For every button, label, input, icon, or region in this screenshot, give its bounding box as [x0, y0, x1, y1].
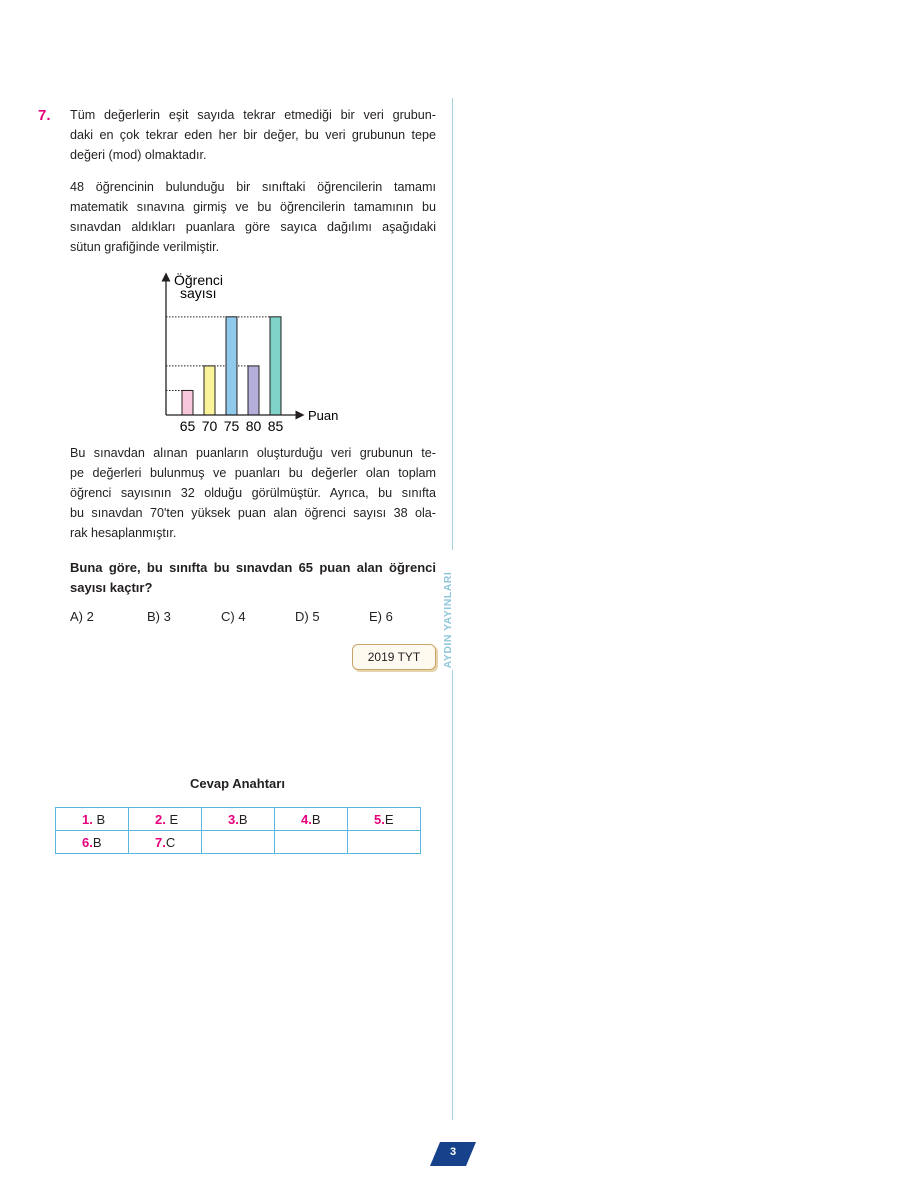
- question-prompt: [70, 558, 436, 598]
- context-line: sınavdan aldıkları puanlara göre sayıca dağılımı aşağıdaki: [70, 220, 436, 234]
- x-tick-65: 65: [179, 418, 196, 434]
- answer-cell: 4.B: [274, 808, 347, 831]
- info-line: rak hesaplanmıştır.: [70, 526, 177, 540]
- answer-cell: 6.B: [56, 831, 129, 854]
- bar-chart: [150, 265, 360, 435]
- answer-options: [70, 609, 440, 627]
- option-b[interactable]: B) 3: [147, 609, 171, 624]
- answer-key-table: [55, 807, 421, 854]
- option-e[interactable]: E) 6: [369, 609, 393, 624]
- y-axis-label-line1: Öğrenci: [174, 272, 224, 288]
- info-line: Bu sınavdan alınan puanların oluşturduğu veri grubunun te-: [70, 446, 436, 460]
- table-row: [56, 808, 421, 831]
- question-intro: [70, 105, 436, 165]
- answer-cell: 1. B: [56, 808, 129, 831]
- y-axis-label-line2: sayısı: [180, 285, 217, 301]
- option-d[interactable]: D) 5: [295, 609, 320, 624]
- x-tick-labels: [180, 418, 284, 434]
- context-line: 48 öğrencinin bulunduğu bir sınıftaki öğrencilerin tamamı: [70, 180, 436, 194]
- bar-70: [204, 366, 215, 415]
- info-line: öğrenci sayısının 32 olduğu görülmüştür. Ayrıca, bu sınıfta: [70, 486, 436, 500]
- page-number: 3: [449, 1146, 457, 1158]
- table-row: [56, 831, 421, 854]
- x-tick-80: 80: [245, 418, 262, 434]
- prompt-line: sayısı kaçtır?: [70, 580, 153, 595]
- answer-cell: 7.C: [128, 831, 201, 854]
- prompt-line: Buna göre, bu sınıfta bu sınavdan 65 puan alan öğrenci: [70, 560, 436, 575]
- x-tick-85: 85: [267, 418, 284, 434]
- context-line: sütun grafiğinde verilmiştir.: [70, 240, 220, 254]
- question-context: [70, 177, 436, 257]
- bar-65: [182, 390, 193, 415]
- bar-75: [226, 317, 237, 415]
- exam-tag-badge: 2019 TYT: [352, 644, 436, 670]
- x-tick-75: 75: [223, 418, 240, 434]
- answer-cell: 2. E: [128, 808, 201, 831]
- answer-cell: [347, 831, 420, 854]
- info-line: pe değerleri bulunmuş ve puanları bu değerler olan toplam: [70, 466, 436, 480]
- option-c[interactable]: C) 4: [221, 609, 246, 624]
- x-axis-label: Puan: [308, 408, 339, 423]
- bar-80: [248, 366, 259, 415]
- answer-cell: [274, 831, 347, 854]
- intro-line: Tüm değerlerin eşit sayıda tekrar etmediği bir veri grubun-: [70, 108, 436, 122]
- question-number: 7.: [38, 107, 51, 124]
- info-line: bu sınavdan 70'ten yüksek puan alan öğrenci sayısı 38 ola-: [70, 506, 436, 520]
- margin-divider-top: [452, 98, 453, 550]
- answer-key-title: Cevap Anahtarı: [190, 776, 285, 791]
- page-number-badge: [430, 1142, 476, 1166]
- margin-divider-bottom: [452, 670, 453, 1120]
- publisher-label: AYDIN YAYINLARI: [442, 571, 454, 669]
- answer-cell: [202, 831, 275, 854]
- intro-line: daki en çok tekrar eden her bir değer, bu veri grubunun tepe: [70, 128, 436, 142]
- bar-85: [270, 317, 281, 415]
- option-a[interactable]: A) 2: [70, 609, 94, 624]
- x-tick-70: 70: [201, 418, 218, 434]
- intro-line: değeri (mod) olmaktadır.: [70, 148, 207, 162]
- question-info: [70, 443, 436, 543]
- answer-cell: 3.B: [202, 808, 275, 831]
- answer-cell: 5.E: [347, 808, 420, 831]
- context-line: matematik sınavına girmiş ve bu öğrencilerin tamamının bu: [70, 200, 436, 214]
